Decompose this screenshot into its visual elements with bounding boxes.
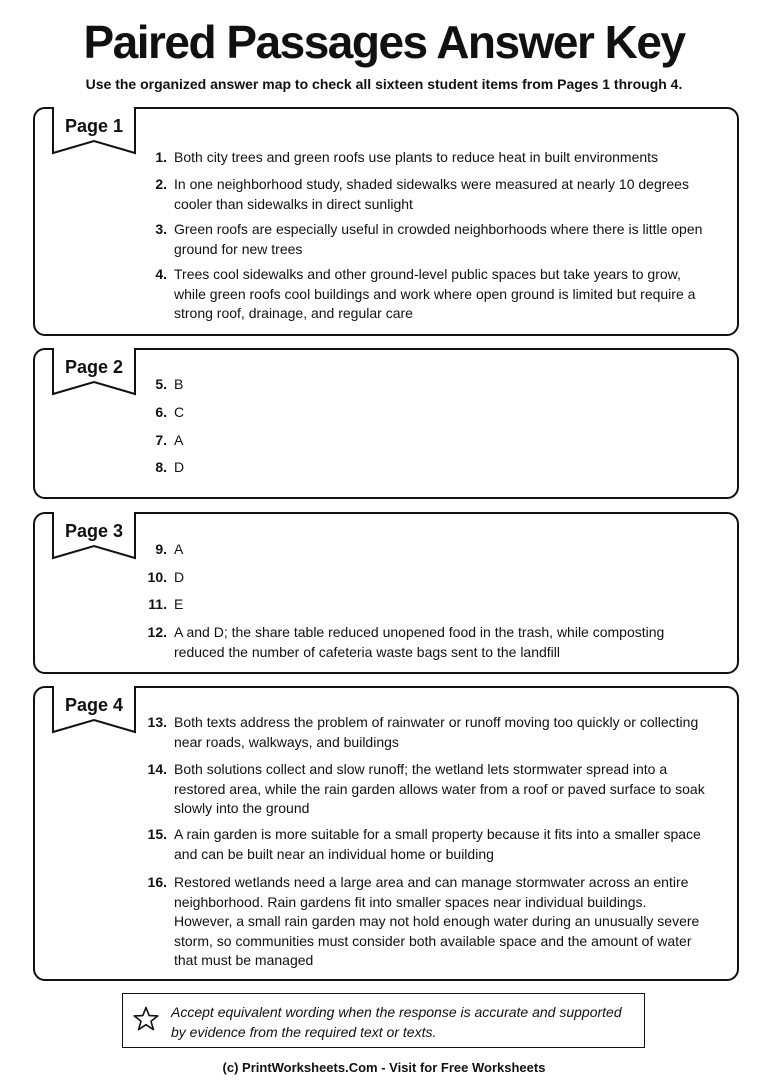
page-3-section bbox=[33, 512, 739, 674]
footer-credit: (c) PrintWorksheets.Com - Visit for Free Worksheets bbox=[222, 1060, 546, 1075]
page-title: Paired Passages Answer Key bbox=[83, 16, 685, 68]
answer-item bbox=[135, 873, 707, 971]
answer-text: Green roofs are especially useful in crowded neighborhoods where there is little open ground for new trees bbox=[174, 221, 703, 257]
answer-text: A and D; the share table reduced unopened food in the trash, while composting reduced the number of cafeteria waste bags sent to the landfill bbox=[174, 624, 665, 660]
answer-item bbox=[135, 760, 707, 819]
answer-number: 4. bbox=[155, 266, 167, 282]
answer-item bbox=[135, 431, 707, 451]
answer-text: D bbox=[174, 459, 185, 475]
answer-number: 12. bbox=[147, 624, 167, 640]
answer-number: 11. bbox=[148, 596, 167, 612]
answer-text: B bbox=[174, 376, 184, 392]
grading-note-text: Accept equivalent wording when the response is accurate and supported by evidence from the required text or texts. bbox=[171, 1004, 622, 1040]
page-1-section bbox=[33, 107, 739, 336]
answer-item bbox=[135, 595, 707, 615]
answer-number: 6. bbox=[155, 404, 167, 420]
answer-text: Both texts address the problem of rainwater or runoff moving too quickly or collecting near roads, walkways, and buildings bbox=[174, 714, 699, 750]
star-icon bbox=[133, 1006, 159, 1032]
answer-text: Restored wetlands need a large area and can manage stormwater across an entire neighborhood. Rain gardens fit into smaller spaces near individual buildings. However, a small rain garden may not hold enough water during an unusually severe storm, so communities must consider both available space and the amount of water that must be managed bbox=[174, 874, 700, 968]
page-1-label: Page 1 bbox=[64, 116, 124, 136]
answer-text: Both city trees and green roofs use plants to reduce heat in built environments bbox=[174, 149, 659, 165]
answer-item bbox=[135, 458, 707, 478]
answer-item bbox=[135, 375, 707, 395]
answer-item bbox=[135, 220, 707, 259]
answer-text: In one neighborhood study, shaded sidewalks were measured at nearly 10 degrees cooler than sidewalks in direct sunlight bbox=[174, 176, 689, 212]
page-4-label: Page 4 bbox=[64, 695, 124, 715]
answer-item bbox=[135, 148, 707, 168]
answer-number: 9. bbox=[155, 541, 167, 557]
answer-number: 16. bbox=[147, 874, 167, 890]
answer-item bbox=[135, 623, 707, 662]
answer-number: 14. bbox=[147, 761, 167, 777]
page-subtitle: Use the organized answer map to check all sixteen student items from Pages 1 through 4. bbox=[85, 76, 683, 92]
answer-text: Both solutions collect and slow runoff; the wetland lets stormwater spread into a restored area, while the rain garden allows water from a roof or paved surface to soak slowly into the ground bbox=[174, 761, 705, 816]
answer-number: 5. bbox=[155, 376, 167, 392]
answer-text: D bbox=[174, 569, 185, 585]
answer-item bbox=[135, 403, 707, 423]
answer-number: 10. bbox=[147, 569, 167, 585]
answer-text: A bbox=[174, 541, 184, 557]
answer-item bbox=[135, 175, 707, 214]
answer-text: A bbox=[174, 432, 184, 448]
answer-item bbox=[135, 825, 707, 864]
page-2-label: Page 2 bbox=[64, 357, 124, 377]
answer-item bbox=[135, 568, 707, 588]
answer-number: 8. bbox=[155, 459, 167, 475]
answer-text: A rain garden is more suitable for a small property because it fits into a smaller space and can be built near an individual home or building bbox=[174, 826, 701, 862]
answer-text: Trees cool sidewalks and other ground-level public spaces but take years to grow, while green roofs cool buildings and work where open ground is limited but require a strong roof, drainage, and regular care bbox=[174, 266, 696, 321]
answer-number: 2. bbox=[155, 176, 167, 192]
grading-note bbox=[122, 993, 645, 1048]
answer-item bbox=[135, 265, 707, 324]
answer-item bbox=[135, 713, 707, 752]
answer-item bbox=[135, 540, 707, 560]
answer-text: E bbox=[174, 596, 184, 612]
answer-number: 13. bbox=[147, 714, 167, 730]
answer-number: 7. bbox=[155, 432, 167, 448]
page-3-label: Page 3 bbox=[64, 521, 124, 541]
answer-number: 3. bbox=[155, 221, 167, 237]
page-2-section bbox=[33, 348, 739, 499]
page-4-section bbox=[33, 686, 739, 981]
answer-text: C bbox=[174, 404, 185, 420]
answer-number: 15. bbox=[147, 826, 167, 842]
answer-number: 1. bbox=[155, 149, 167, 165]
